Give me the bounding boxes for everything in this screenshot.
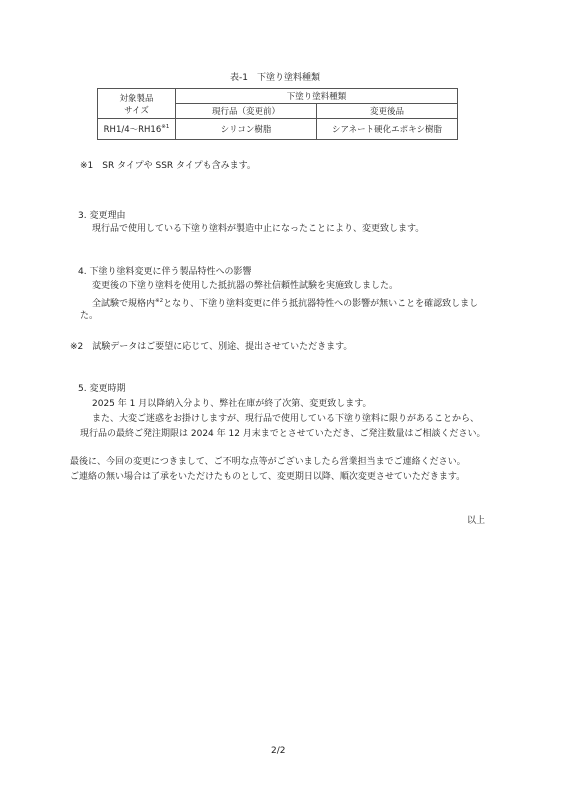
coating-type-table [97, 88, 458, 140]
footnote-1: ※1 SR タイプや SSR タイプも含みます。 [80, 161, 256, 171]
cell-current-coating: シリコン樹脂 [176, 119, 317, 140]
header-new-product: 変更後品 [317, 104, 458, 119]
header-target-product [98, 89, 176, 119]
section-4-line-2 [92, 295, 478, 310]
footnote-mark-1: ※1 [161, 124, 170, 130]
section-4-line-2-a: 全試験で規格内 [92, 299, 156, 309]
section-4-line-1: 変更後の下塗り塗料を使用した抵抗器の弊社信頼性試験を実施致しました。 [92, 281, 399, 291]
footnote-mark-2: ※2 [155, 298, 164, 304]
cell-product-size [98, 119, 176, 140]
table-caption: 表-1 下塗り塗料種類 [230, 73, 320, 83]
section-4-line-3: た。 [80, 311, 99, 321]
header-target-product-line1: 対象製品 [119, 93, 154, 104]
cell-new-coating: シアネート硬化エポキシ樹脂 [317, 119, 458, 140]
header-current-product: 現行品（変更前） [176, 104, 317, 119]
header-target-product-line2: サイズ [124, 105, 149, 116]
closing-line-1: 最後に、今回の変更につきまして、ご不明な点等がございましたら営業担当までご連絡ください。 [70, 457, 466, 467]
section-5-line-1: 2025 年 1 月以降納入分より、弊社在庫が終了次第、変更致します。 [92, 399, 372, 409]
end-mark: 以上 [467, 516, 486, 526]
section-4-line-2-b: となり、下塗り塗料変更に伴う抵抗器特性への影響が無いことを確認致しまし [163, 299, 479, 309]
section-3-body: 現行品で使用している下塗り塗料が製造中止になったことにより、変更致します。 [92, 224, 425, 234]
section-5-heading: 5. 変更時期 [78, 384, 126, 394]
page-number: 2/2 [271, 746, 286, 756]
closing-line-2: ご連絡の無い場合は了承をいただけたものとして、変更期日以降、順次変更させていただきます。 [70, 472, 466, 482]
section-3-heading: 3. 変更理由 [78, 211, 126, 221]
cell-product-size-text: RH1/4～RH16 [103, 125, 162, 135]
section-5-line-2: また、大変ご迷惑をお掛けしますが、現行品で使用している下塗り塗料に限りがあることから、 [92, 414, 480, 424]
footnote-2: ※2 試験データはご要望に応じて、別途、提出させていただきます。 [70, 342, 353, 352]
section-4-heading: 4. 下塗り塗料変更に伴う製品特性への影響 [78, 267, 252, 277]
section-5-line-3: 現行品の最終ご発注期限は 2024 年 12 月末までとさせていただき、ご発注数量はご相談ください。 [80, 429, 486, 439]
header-coating-type: 下塗り塗料種類 [176, 89, 458, 104]
